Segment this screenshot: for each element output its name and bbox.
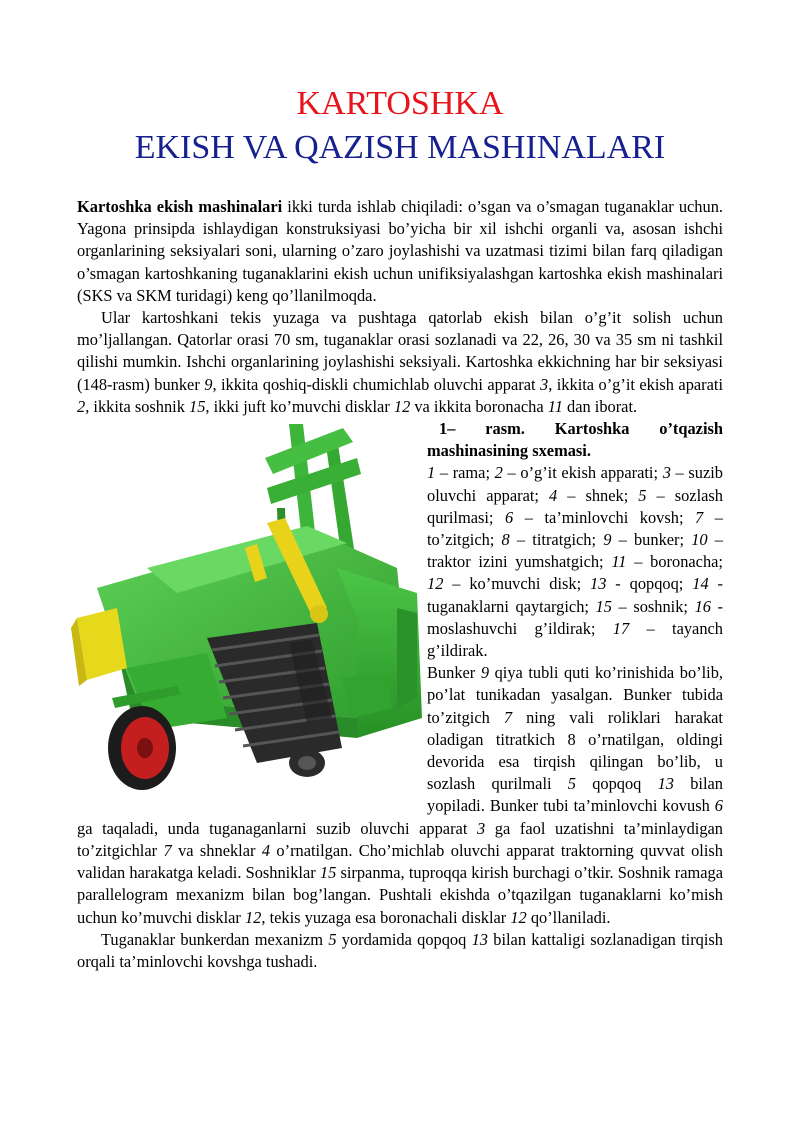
caption-item-text: - qopqoq; bbox=[606, 574, 693, 594]
ref-number: 13 bbox=[471, 929, 488, 949]
paragraph-3-text: bilan yopiladi. Bunker tubi ta’minlovchi kovush bbox=[427, 774, 723, 816]
paragraph-2-text: va ikkita boronacha bbox=[410, 396, 548, 416]
ref-number: 6 bbox=[714, 796, 723, 816]
caption-item-number: 8 bbox=[501, 530, 510, 550]
ref-number: 4 bbox=[261, 840, 271, 860]
caption-item-text: - tuganaklarni qaytargich; bbox=[427, 574, 723, 616]
paragraph-1-text: ikki turda ishlab chiqiladi: o’sgan va o’smagan tuganaklar uchun. Yagona prinsipda ishlaydigan konstruksiyasi bo’yicha bir xil ishchi organli va, asosan ishchi organlarining seksiyalari soni, ularning o’zaro joylashishi va uzatmasi tizimi bilan farq qiladigan o’smagan kartoshkaning tuganaklarini ekish uchun unifiksiyalashgan kartoshka ekish mashinalari (SKS va SKM turidagi) keng qo’llanilmoqda. bbox=[77, 197, 723, 305]
caption-item-number: 14 bbox=[692, 574, 709, 594]
ref-number: 11 bbox=[547, 396, 563, 416]
paragraph-3-text: qopqoq bbox=[575, 774, 658, 794]
caption-item-number: 1 bbox=[427, 463, 436, 483]
paragraph-2-text: , ikkita qoshiq-diskli chumichlab oluvchi apparat bbox=[212, 374, 540, 394]
ref-number: 15 bbox=[189, 396, 206, 416]
ref-number: 12 bbox=[244, 907, 262, 927]
caption-item-text: – shnek; bbox=[557, 485, 639, 505]
caption-item-number: 12 bbox=[427, 574, 444, 594]
caption-item-number: 6 bbox=[505, 507, 514, 527]
title-line-1: KARTOSHKA bbox=[296, 85, 504, 122]
caption-item-text: – o’g’it ekish apparati; bbox=[502, 463, 663, 483]
figure-caption-title: 1– rasm. Kartoshka o’tqazish mashinasining sxemasi. bbox=[427, 419, 723, 461]
paragraph-2-text: , ikkita soshnik bbox=[85, 396, 190, 416]
caption-item-text: – tayanch g’ildirak. bbox=[427, 618, 723, 661]
caption-item-number: 3 bbox=[662, 463, 671, 483]
caption-item-number: 9 bbox=[603, 530, 612, 550]
paragraph-4-text: yordamida qopqoq bbox=[336, 929, 472, 949]
caption-item-text: – suzib oluvchi apparat; bbox=[427, 463, 723, 505]
paragraph-3-text: ga taqaladi, unda tuganaganlarni suzib oluvchi apparat bbox=[77, 818, 477, 838]
caption-item-text: – ta’minlovchi kovsh; bbox=[513, 507, 696, 527]
ref-number: 2 bbox=[77, 396, 86, 416]
paragraph-2-text: Ular kartoshkani tekis yuzaga va pushtaga qatorlab ekish bilan o’g’it solish uchun mo’ljallangan. Qatorlar orasi 70 sm, tuganaklar orasi sozlanadi va 22, 26, 30 va 35 sm ni tashkil qilishi mumkin. Ishchi organlarining joylashishi seksiyali. Kartoshka ekkichning har bir seksiyasi (148-rasm) bunker bbox=[77, 308, 723, 394]
caption-item-text: – sozlash qurilmasi; bbox=[427, 485, 723, 527]
ref-number: 5 bbox=[567, 774, 576, 794]
caption-item-text: – ko’muvchi disk; bbox=[443, 574, 591, 594]
paragraph-2-text: , ikki juft ko’muvchi disklar bbox=[205, 396, 394, 416]
ref-number: 13 bbox=[657, 774, 674, 794]
caption-item-number: 5 bbox=[638, 485, 647, 505]
paragraph-4-text: Tuganaklar bunkerdan mexanizm bbox=[101, 929, 329, 949]
ref-number: 9 bbox=[204, 374, 213, 394]
paragraph-3-text: ga faol uzatishni ta’minlaydigan to’zitgichlar bbox=[77, 818, 723, 860]
paragraph-2-text: , ikkita o’g’it ekish aparati bbox=[548, 374, 724, 394]
paragraph-3-text: qo’llaniladi. bbox=[526, 907, 611, 927]
potato-planter-machine-icon bbox=[57, 418, 427, 803]
paragraph-1 bbox=[77, 196, 723, 307]
document-body bbox=[77, 196, 723, 973]
caption-item-text: – boronacha; bbox=[626, 552, 723, 572]
caption-item-text: – titratgich; bbox=[509, 530, 604, 550]
caption-item-number: 16 bbox=[694, 596, 711, 616]
ref-number: 5 bbox=[328, 929, 337, 949]
caption-item-text: – rama; bbox=[435, 463, 495, 483]
paragraph-3-text: sirpanma, tuproqqa kirish burchagi o’tkir. Soshnik ramaga parallelogram mexanizm bilan bog’langan. Pushtali ekishda o’tqazilgan tuganaklarni ko’mish uchun ko’muvchi disklar bbox=[77, 863, 723, 927]
paragraph-4 bbox=[77, 929, 723, 973]
caption-item-number: 10 bbox=[691, 530, 708, 550]
paragraph-2 bbox=[77, 307, 723, 418]
caption-item-text: – soshnik; bbox=[611, 596, 695, 616]
paragraph-3-text: Bunker bbox=[427, 663, 481, 683]
caption-item-text: – to’zitgich; bbox=[427, 507, 723, 550]
paragraph-3-text: o’rnatilgan. Cho’michlab oluvchi apparat traktorning quvvat olish validan harakatga keladi. Soshniklar bbox=[77, 840, 723, 883]
caption-item-number: 4 bbox=[549, 485, 558, 505]
potato-planter-figure bbox=[57, 418, 427, 803]
caption-item-text: - moslashuvchi g’ildirak; bbox=[427, 596, 724, 638]
caption-item-text: – traktor izini yumshatgich; bbox=[427, 530, 723, 572]
caption-item-number: 7 bbox=[695, 507, 704, 527]
ref-number: 7 bbox=[163, 840, 172, 860]
ref-number: 12 bbox=[510, 907, 527, 927]
caption-item-number: 15 bbox=[595, 596, 612, 616]
figure-caption-items bbox=[427, 463, 723, 660]
paragraph-3-text: , tekis yuzaga esa boronachali disklar bbox=[261, 907, 511, 927]
paragraph-1-lead: Kartoshka ekish mashinalari bbox=[77, 197, 283, 216]
ref-number: 9 bbox=[480, 663, 490, 683]
caption-item-number: 11 bbox=[611, 552, 627, 572]
ref-number: 12 bbox=[393, 396, 411, 416]
caption-item-number: 2 bbox=[494, 463, 503, 483]
ref-number: 3 bbox=[540, 374, 549, 394]
ref-number: 7 bbox=[503, 707, 513, 727]
paragraph-4-text: bilan kattaligi sozlanadigan tirqish orqali ta’minlovchi kovshga tushadi. bbox=[77, 929, 723, 971]
title-line-2: EKISH VA QAZISH MASHINALARI bbox=[134, 129, 666, 166]
ref-number: 3 bbox=[476, 818, 486, 838]
paragraph-3-text: va shneklar bbox=[171, 840, 262, 860]
paragraph-2-text: dan iborat. bbox=[562, 396, 638, 416]
ref-number: 15 bbox=[319, 863, 337, 883]
caption-item-number: 13 bbox=[590, 574, 607, 594]
paragraph-3-text: qiya tubli quti ko’rinishida bo’lib, po’lat tunikadan yasalgan. Bunker tubida to’zitgich bbox=[427, 663, 723, 727]
paragraph-3-text: ning vali roliklari harakat oladigan titratkich 8 o’rnatilgan, oldingi devorida esa tirqish qilingan bo’lib, u sozlash qurilmali bbox=[427, 707, 723, 794]
caption-item-text: – bunker; bbox=[611, 530, 692, 550]
caption-item-number: 17 bbox=[612, 618, 630, 638]
